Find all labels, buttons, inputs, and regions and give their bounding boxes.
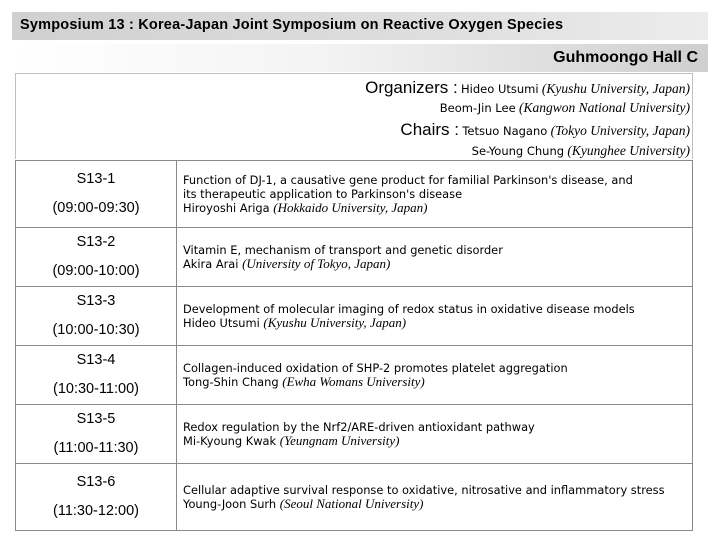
- speaker-name: Mi-Kyoung Kwak: [183, 434, 277, 448]
- talk-speaker-line: [183, 375, 692, 389]
- session-id-cell: [16, 287, 177, 346]
- speaker-name: Akira Arai: [183, 257, 239, 271]
- chair-affiliation: (Kyunghee University): [567, 143, 690, 158]
- session-time: (11:30-12:00): [53, 503, 139, 519]
- chair-line-2: [472, 143, 690, 159]
- session-talk-cell: [177, 228, 693, 287]
- speaker-affiliation: (University of Tokyo, Japan): [242, 256, 391, 271]
- organizer-line-2: [440, 100, 690, 116]
- organizer-affiliation: (Kangwon National University): [519, 100, 690, 115]
- organizer-line-1: [365, 78, 690, 98]
- speaker-name: Tong-Shin Chang: [183, 375, 279, 389]
- talk-speaker-line: [183, 316, 692, 330]
- talk-speaker-line: [183, 257, 692, 271]
- talk-title: Redox regulation by the Nrf2/ARE-driven antioxidant pathway: [183, 420, 535, 434]
- organizer-name: Beom-Jin Lee: [439, 101, 516, 115]
- talk-speaker-line: [183, 201, 692, 215]
- speaker-name: Hiroyoshi Ariga: [183, 201, 270, 215]
- session-row: [16, 464, 693, 531]
- session-row: [16, 161, 693, 228]
- session-time: (10:30-11:00): [53, 381, 139, 397]
- chair-name: Tetsuo Nagano: [462, 124, 548, 138]
- organizer-affiliation: (Kyushu University, Japan): [541, 81, 690, 96]
- speaker-affiliation: (Ewha Womans University): [282, 374, 425, 389]
- session-row: [16, 346, 693, 405]
- venue-label: Guhmoongo Hall C: [553, 49, 698, 66]
- session-schedule-table: [15, 160, 693, 531]
- session-id: S13-2: [76, 234, 116, 250]
- session-talk-cell: [177, 287, 693, 346]
- organizer-name: Hideo Utsumi: [461, 82, 539, 96]
- session-time: (11:00-11:30): [53, 440, 139, 456]
- talk-title: Function of DJ-1, a causative gene product for familial Parkinson's disease, and its therapeutic application to Parkinson's disease: [183, 173, 633, 201]
- chairs-label: Chairs :: [400, 120, 459, 139]
- speaker-name: Hideo Utsumi: [183, 316, 260, 330]
- session-id-cell: [16, 346, 177, 405]
- talk-title: Development of molecular imaging of redox status in oxidative disease models: [183, 302, 635, 316]
- talk-title: Cellular adaptive survival response to oxidative, nitrosative and inflammatory stress: [183, 483, 665, 497]
- symposium-title: Symposium 13 : Korea-Japan Joint Symposium on Reactive Oxygen Species: [20, 17, 564, 33]
- speaker-affiliation: (Hokkaido University, Japan): [273, 200, 428, 215]
- speaker-affiliation: (Kyushu University, Japan): [263, 315, 407, 330]
- session-talk-cell: [177, 405, 693, 464]
- session-id: S13-6: [76, 474, 116, 490]
- session-row: [16, 228, 693, 287]
- session-time: (10:00-10:30): [52, 322, 140, 338]
- chair-line-1: [400, 120, 690, 140]
- session-id-cell: [16, 405, 177, 464]
- speaker-affiliation: (Yeungnam University): [279, 433, 400, 448]
- session-time: (09:00-10:00): [52, 263, 140, 279]
- venue-bar: [12, 44, 708, 72]
- session-id: S13-3: [76, 293, 116, 309]
- session-talk-cell: [177, 464, 693, 531]
- session-id-cell: [16, 228, 177, 287]
- symposium-title-bar: [12, 12, 708, 40]
- organizers-label: Organizers :: [365, 78, 458, 97]
- talk-speaker-line: [183, 434, 692, 448]
- session-id: S13-1: [76, 171, 116, 187]
- session-row: [16, 287, 693, 346]
- session-talk-cell: [177, 161, 693, 228]
- speaker-name: Young-Joon Surh: [183, 497, 277, 511]
- session-id: S13-4: [76, 352, 116, 368]
- speaker-affiliation: (Seoul National University): [279, 496, 424, 511]
- talk-title: Collagen-induced oxidation of SHP-2 promotes platelet aggregation: [183, 361, 568, 375]
- session-row: [16, 405, 693, 464]
- session-id-cell: [16, 161, 177, 228]
- session-talk-cell: [177, 346, 693, 405]
- talk-speaker-line: [183, 497, 692, 511]
- chair-name: Se-Young Chung: [471, 144, 565, 158]
- session-time: (09:00-09:30): [52, 200, 140, 216]
- session-id: S13-5: [76, 411, 116, 427]
- organizers-chairs-box: [15, 73, 693, 159]
- session-id-cell: [16, 464, 177, 531]
- chair-affiliation: (Tokyo University, Japan): [550, 123, 690, 138]
- talk-title: Vitamin E, mechanism of transport and genetic disorder: [183, 243, 503, 257]
